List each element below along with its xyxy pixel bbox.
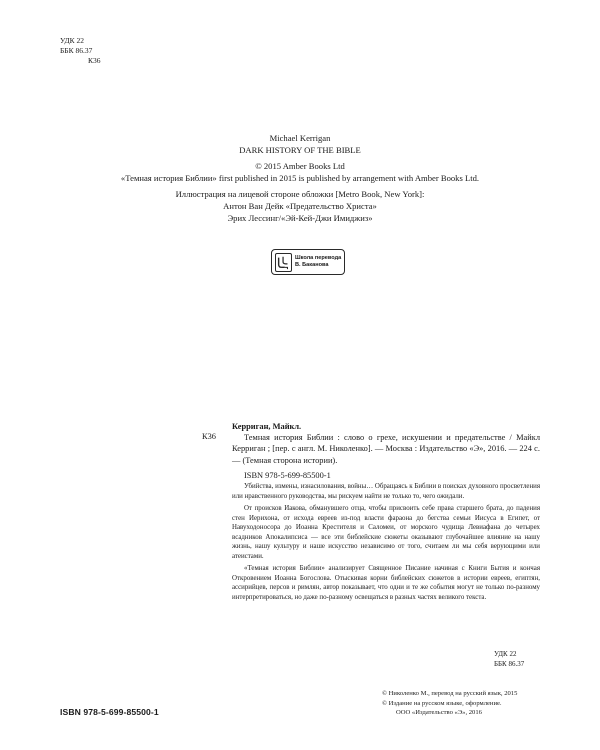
author-sign: К36 [88, 56, 101, 65]
catalog-author: Керриган, Майкл. [232, 422, 302, 431]
annotation-paragraph: От происков Иакова, обманувшего отца, чтобы присвоить себе права старшего брата, до падения стен Иерихона, от исхода евреев из-под власти фараона до бегства семьи Иисуса в Египет, от Навуходоносора до Иоанна Крестителя и Саломеи, от морского чудища Левиафана до четырех всадников Апокалипсиса — все эти библейские сюжеты оказывают глубочайшее влияние на нашу жизнь, нашу культуру и наше искусство независимо от того, считаем ли мы себя верующими или атеистами. [232, 505, 540, 560]
title-en: DARK HISTORY OF THE BIBLE [239, 145, 361, 156]
logo-line2: В. Баканова [295, 262, 329, 268]
annotation-paragraph: «Темная история Библии» анализирует Священное Писание начиная с Книги Бытия и кончая Откровением Иоанна Богослова. Отыскивая корни библейских сюжетов в истории евреев, египтян, ассирийцев, персов и римлян, автор показывает, что одни и те же события могут не только по-разному интерпретироваться, но даже по-разному освещаться в разных частях великого текста. [232, 565, 540, 601]
cover-illustration-line2: Антон Ван Дейк «Предательство Христа» [223, 201, 377, 212]
bottom-classification [494, 649, 524, 669]
cover-illustration-line1: Иллюстрация на лицевой стороне обложки [Metro Book, New York]: [175, 188, 425, 199]
logo-monogram-icon [275, 253, 292, 272]
translation-school-logo [271, 249, 345, 275]
rights-block [382, 689, 517, 718]
bbk-code: ББК 86.37 [60, 46, 93, 55]
publication-note: «Темная история Библии» first published in 2015 is published by arrangement with Amber Books Ltd. [120, 173, 480, 184]
copyright-en: © 2015 Amber Books Ltd [255, 160, 345, 171]
rights-line1: © Николенко М., перевод на русский язык, 2015 [382, 690, 518, 697]
catalog-description: Темная история Библии : слово о грехе, искушении и предательстве / Майкл Керриган ; [пер. с англ. М. Николенко]. — Москва : Издательство «Э», 2016. — 224 с. — (Темная сторона истории). [232, 433, 540, 465]
title-block [60, 132, 540, 225]
author-en: Michael Kerrigan [269, 133, 331, 143]
catalog-index: К36 [202, 432, 216, 441]
annotation-paragraph: Убийства, измены, изнасилования, войны… Обращаясь к Библии в поисках духовного просветления или нравственного руководства, мы рискуем найти не только то, чего ожидали. [232, 483, 540, 500]
cover-illustration-line3: Эрих Лессинг/«Эй-Кей-Джи Имиджиз» [227, 213, 373, 224]
rights-line3: ООО «Издательство «Э», 2016 [396, 709, 482, 717]
classification-block [60, 36, 101, 66]
udk-code: УДК 22 [60, 36, 85, 45]
logo-text [295, 255, 341, 269]
catalog-isbn: ISBN 978-5-699-85500-1 [244, 470, 331, 480]
isbn-main: ISBN 978-5-699-85500-1 [60, 707, 159, 717]
annotation [232, 482, 540, 602]
bottom-udk: УДК 22 [494, 650, 517, 658]
rights-line2: © Издание на русском языке, оформление. [382, 699, 502, 707]
catalog-record [232, 421, 540, 481]
logo-line1: Школа перевода [295, 255, 342, 261]
bottom-bbk: ББК 86.37 [494, 660, 525, 668]
